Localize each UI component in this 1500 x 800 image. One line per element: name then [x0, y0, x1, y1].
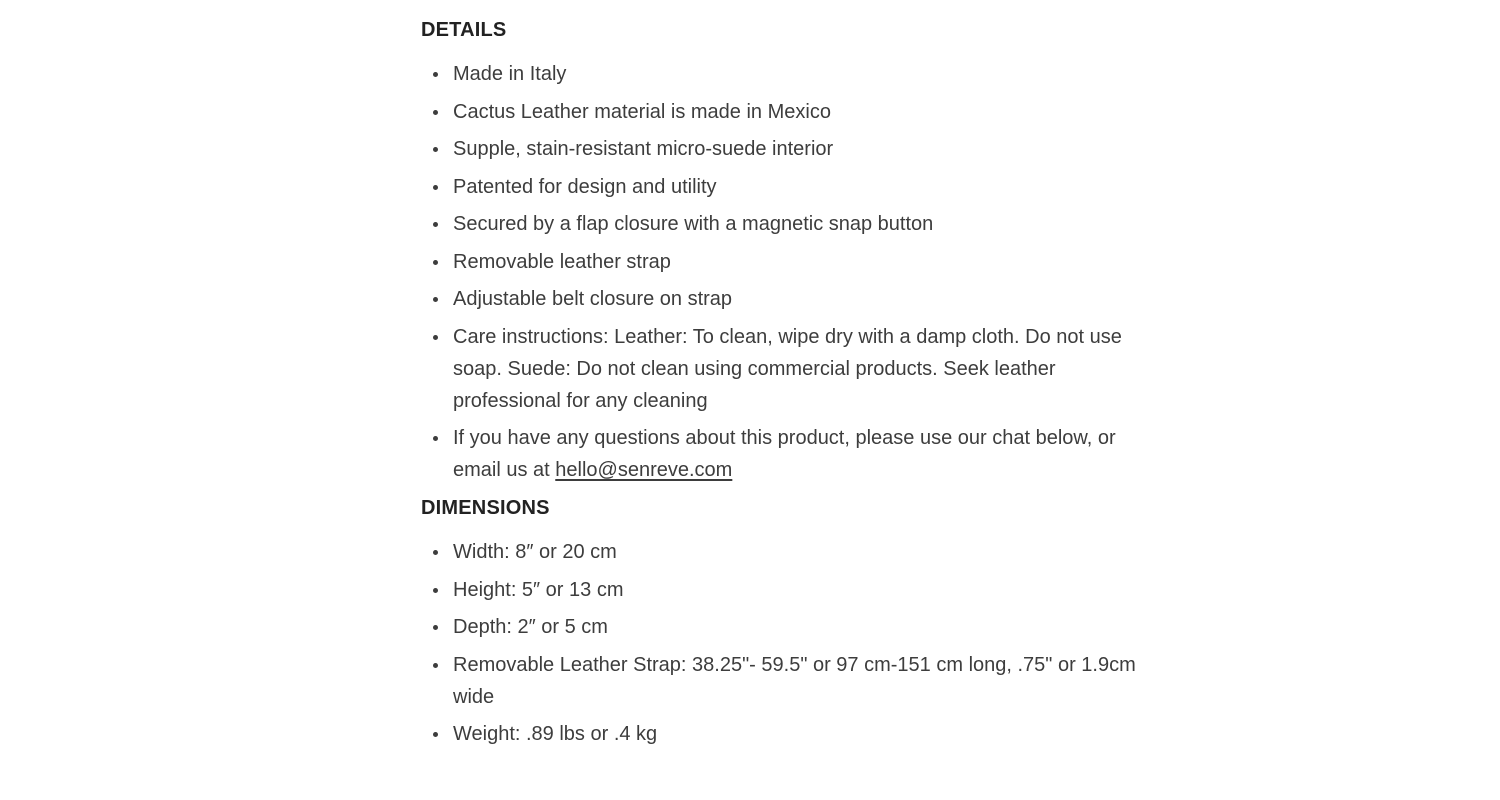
details-heading: DETAILS	[421, 19, 507, 41]
details-item-material: Cactus Leather material is made in Mexico	[421, 96, 1141, 128]
dimensions-list	[421, 536, 1141, 750]
dimensions-heading: DIMENSIONS	[421, 497, 550, 519]
dimensions-item-width: Width: 8″ or 20 cm	[421, 536, 1141, 568]
details-item-made-in: Made in Italy	[421, 58, 1141, 90]
dimensions-item-depth: Depth: 2″ or 5 cm	[421, 611, 1141, 643]
dimensions-item-strap: Removable Leather Strap: 38.25"- 59.5" or 97 cm-151 cm long, .75" or 1.9cm wide	[421, 649, 1141, 713]
details-list	[421, 58, 1141, 486]
details-item-closure: Secured by a flap closure with a magnetic snap button	[421, 208, 1141, 240]
details-item-patent: Patented for design and utility	[421, 171, 1141, 203]
dimensions-item-weight: Weight: .89 lbs or .4 kg	[421, 718, 1141, 750]
details-item-contact	[421, 422, 1141, 486]
contact-text: If you have any questions about this product, please use our chat below, or email us at	[453, 427, 1116, 481]
details-item-belt-closure: Adjustable belt closure on strap	[421, 283, 1141, 315]
details-item-strap: Removable leather strap	[421, 246, 1141, 278]
product-info-section	[421, 16, 1141, 756]
email-link[interactable]: hello@senreve.com	[555, 459, 733, 481]
dimensions-item-height: Height: 5″ or 13 cm	[421, 574, 1141, 606]
details-item-care: Care instructions: Leather: To clean, wipe dry with a damp cloth. Do not use soap. Suede: Do not clean using commercial products. Seek leather professional for any cleaning	[421, 321, 1141, 417]
details-item-interior: Supple, stain-resistant micro-suede interior	[421, 133, 1141, 165]
